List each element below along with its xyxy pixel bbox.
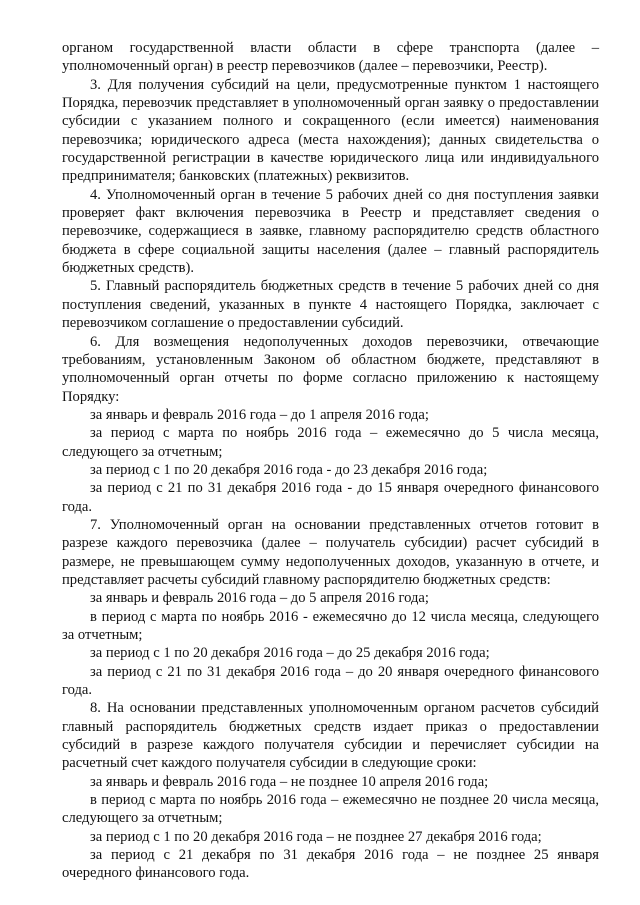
paragraph-item-8: 8. На основании представленных уполномоченным органом расчетов субсидий главный распорядитель бюджетных средств издает приказ о предоставлении субсидий в разрезе каждого получателя субсидии и перечисляет субсидии на расчетный счет каждого получателя субсидии в следующие сроки:	[62, 700, 599, 772]
deadline-6-mar-nov: за период с марта по ноябрь 2016 года – ежемесячно до 5 числа месяца, следующего за отчетным;	[62, 425, 599, 460]
deadline-6-dec-21-31: за период с 21 по 31 декабря 2016 года - до 15 января очередного финансового года.	[62, 480, 599, 515]
paragraph-item-3: 3. Для получения субсидий на цели, предусмотренные пунктом 1 настоящего Порядка, перевозчик представляет в уполномоченный орган заявку о предоставлении субсидии с указанием полного и сокращенного (если имеется) наименования перевозчика; юридического адреса (места нахождения); данных свидетельства о государственной регистрации в качестве юридического лица или индивидуального предпринимателя; банковских (платежных) реквизитов.	[62, 76, 599, 185]
paragraph-continuation: органом государственной власти области в сфере транспорта (далее – уполномоченный орган) в реестр перевозчиков (далее – перевозчики, Реестр).	[62, 40, 599, 75]
paragraph-item-6: 6. Для возмещения недополученных доходов перевозчики, отвечающие требованиям, установленным Законом об областном бюджете, представляют в уполномоченный орган отчеты по форме согласно приложению к настоящему Порядку:	[62, 333, 599, 405]
deadline-7-jan-feb: за январь и февраль 2016 года – до 5 апреля 2016 года;	[90, 590, 429, 607]
deadline-8-dec-21-31: за период с 21 декабря по 31 декабря 2016 года – не позднее 25 января очередного финансового года.	[62, 847, 599, 882]
deadline-7-dec-1-20: за период с 1 по 20 декабря 2016 года – до 25 декабря 2016 года;	[90, 645, 490, 662]
deadline-8-dec-1-20: за период с 1 по 20 декабря 2016 года – не позднее 27 декабря 2016 года;	[90, 828, 542, 845]
deadline-6-jan-feb: за январь и февраль 2016 года – до 1 апреля 2016 года;	[90, 406, 429, 423]
deadline-6-dec-1-20: за период с 1 по 20 декабря 2016 года - до 23 декабря 2016 года;	[90, 461, 488, 478]
paragraph-item-5: 5. Главный распорядитель бюджетных средств в течение 5 рабочих дней со дня поступления сведений, указанных в пункте 4 настоящего Порядка, заключает с перевозчиком соглашение о предоставлении субсидий.	[62, 278, 599, 332]
deadline-8-jan-feb: за январь и февраль 2016 года – не позднее 10 апреля 2016 года;	[90, 773, 489, 790]
deadline-7-mar-nov: в период с марта по ноябрь 2016 - ежемесячно до 12 числа месяца, следующего за отчетным;	[62, 608, 599, 643]
document-page	[62, 39, 599, 883]
deadline-7-dec-21-31: за период с 21 по 31 декабря 2016 года – до 20 января очередного финансового года.	[62, 663, 599, 699]
paragraph-item-4: 4. Уполномоченный орган в течение 5 рабочих дней со дня поступления заявки проверяет факт включения перевозчика в Реестр и представляет сведения о перевозчике, содержащиеся в заявке, главному распорядителю средств областного бюджета в сфере социальной защиты населения (далее – главный распорядитель бюджетных средств).	[62, 186, 599, 277]
deadline-8-mar-nov: в период с марта по ноябрь 2016 года – ежемесячно не позднее 20 числа месяца, следующего за отчетным;	[62, 792, 599, 827]
paragraph-item-7: 7. Уполномоченный орган на основании представленных отчетов готовит в разрезе каждого перевозчика (далее – получатель субсидии) расчет субсидий в размере, не превышающем сумму недополученных доходов, указанную в отчете, и представляет расчеты субсидий главному распорядителю бюджетных средств:	[62, 516, 599, 588]
